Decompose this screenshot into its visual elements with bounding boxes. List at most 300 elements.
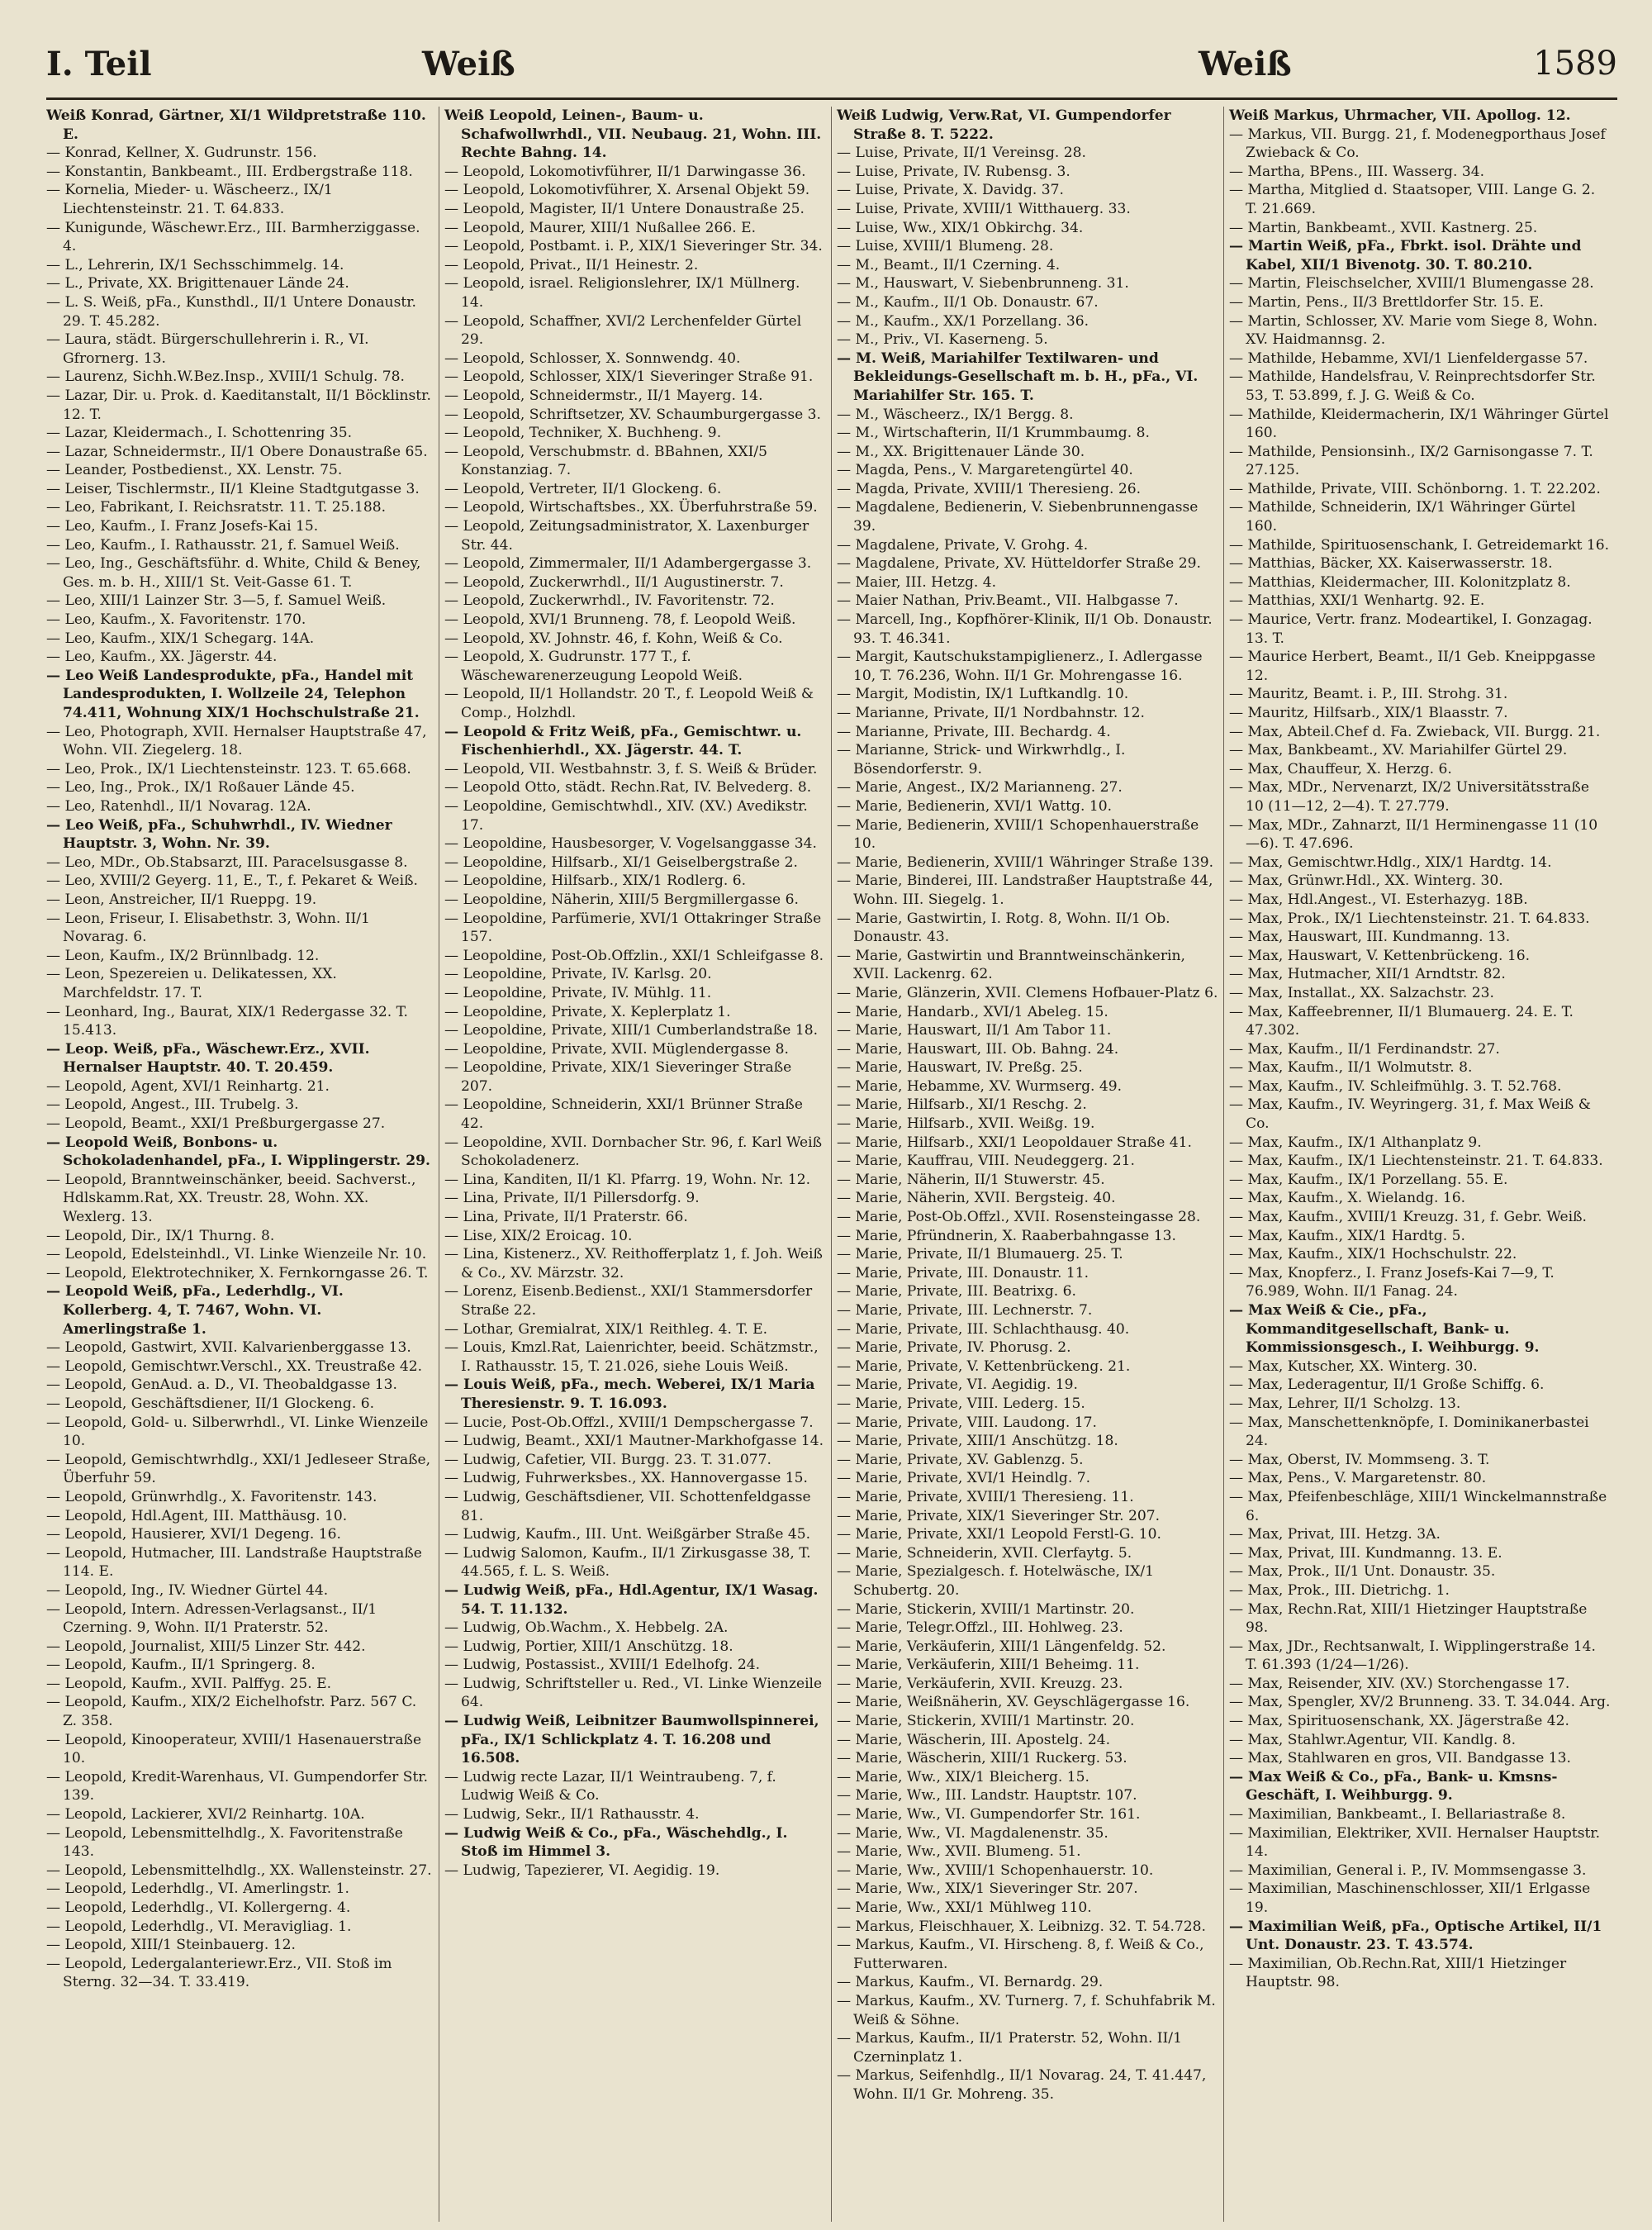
directory-entry: — Maximilian, Ob.Rechn.Rat, XIII/1 Hietzinger Hauptstr. 98. [1229,1955,1567,1991]
directory-entry: — Martha, Mitglied d. Staatsoper, VIII. Lange G. 2. T. 21.669. [1229,182,1596,217]
directory-entry: — Leopoldine, Private, X. Keplerplatz 1. [444,1003,731,1020]
directory-entry: — Marie, Ww., VI. Gumpendorfer Str. 161. [837,1806,1141,1823]
directory-entry: — Max, Prok., II/1 Unt. Donaustr. 35. [1229,1563,1496,1581]
directory-entry: — M., Priv., VI. Kaserneng. 5. [837,331,1048,349]
directory-entry: — Martin, Pens., II/3 Brettldorfer Str. 15. E. [1229,293,1544,311]
directory-entry: — Leopold, X. Gudrunstr. 177 T., f. Wäschewarenerzeugung Leopold Weiß. [444,649,743,684]
directory-entry: — Leopold, Kaufm., XIX/2 Eichelhofstr. Parz. 567 C. Z. 358. [46,1694,417,1730]
directory-entry: — Louis, Kmzl.Rat, Laienrichter, beeid. Schätzmstr., I. Rathausstr. 15, T. 21.026, siehe Louis Weiß. [444,1339,819,1375]
directory-entry: — Ludwig, Fuhrwerksbes., XX. Hannovergasse 15. [444,1470,808,1487]
directory-entry: — Martin, Bankbeamt., XVII. Kastnerg. 25. [1229,219,1538,236]
directory-entry: — Mathilde, Hebamme, XVI/1 Lienfeldergasse 57. [1229,349,1588,367]
directory-entry: — Magdalene, Bedienerin, V. Siebenbrunnengasse 39. [837,499,1199,535]
directory-entry: — Leopold, Grünwrhdlg., X. Favoritenstr. 143. [46,1488,377,1505]
directory-entry: — Marie, Weißnäherin, XV. Geyschlägergasse 16. [837,1694,1190,1711]
directory-entry: — Lina, Kanditen, II/1 Kl. Pfarrg. 19, Wohn. Nr. 12. [444,1171,811,1188]
directory-entry: — Leopold, Lederhdlg., VI. Meravigliag. 1. [46,1918,352,1935]
directory-entry: — Max, Spengler, XV/2 Brunneng. 33. T. 34.044. Arg. [1229,1694,1611,1711]
directory-entry: — Max, Hauswart, III. Kundmanng. 13. [1229,929,1511,946]
running-name-left: Weiß [422,45,515,83]
directory-entry: — Max, MDr., Zahnarzt, II/1 Herminengasse 11 (10—6). T. 47.696. [1229,816,1598,853]
directory-entry: — Leopoldine, Private, IV. Karlsg. 20. [444,966,712,983]
directory-entry: — Marie, Telegr.Offzl., III. Hohlweg. 23. [837,1619,1123,1637]
column-2 [439,107,831,2222]
directory-entry: — Mathilde, Pensionsinh., IX/2 Garnisongasse 7. T. 27.125. [1229,443,1593,479]
directory-entry: — Maximilian, Maschinenschlosser, XII/1 Erlgasse 19. [1229,1881,1591,1916]
directory-entry: — Leopold, Lokomotivführer, X. Arsenal Objekt 59. [444,182,810,199]
directory-entry: — Leopold, Hausierer, XVI/1 Degeng. 16. [46,1526,341,1543]
directory-entry: — Leopoldine, Post-Ob.Offzlin., XXI/1 Schleifgasse 8. [444,947,824,964]
directory-entry: — Leo, XIII/1 Lainzer Str. 3—5, f. Samuel Weiß. [46,592,387,610]
directory-entry: — Leo, MDr., Ob.Stabsarzt, III. Paracelsusgasse 8. [46,853,408,871]
directory-entry: — Leopold, Verschubmstr. d. BBahnen, XXI/5 Konstanziag. 7. [444,443,768,479]
directory-entry: Weiß Konrad, Gärtner, XI/1 Wildpretstraße 110. E. [46,107,426,143]
directory-entry: — Maurice Herbert, Beamt., II/1 Geb. Kneippgasse 12. [1229,649,1596,684]
directory-entry: — Leo, Kaufm., I. Franz Josefs-Kai 15. [46,518,319,535]
directory-entry: — Leopoldine, XVII. Dornbacher Str. 96, f. Karl Weiß Schokoladenerz. [444,1134,823,1170]
directory-entry: — Marie, Angest., IX/2 Marianneng. 27. [837,779,1123,796]
directory-entry: — Leopold, II/1 Hollandstr. 20 T., f. Leopold Weiß & Comp., Holzhdl. [444,686,814,721]
directory-entry: — Maurice, Vertr. franz. Modeartikel, I. Gonzagag. 13. T. [1229,611,1593,647]
directory-entry: — Leopoldine, Gemischtwhdl., XIV. (XV.) Avedikstr. 17. [444,797,808,834]
directory-entry: — Leopold, Dir., IX/1 Thurng. 8. [46,1227,275,1244]
directory-entry: — Marie, Hilfsarb., XVII. Weißg. 19. [837,1115,1095,1133]
directory-entry: — Magda, Private, XVIII/1 Theresieng. 26. [837,480,1142,497]
directory-entry: — Marie, Private, XIII/1 Anschützg. 18. [837,1433,1118,1450]
directory-entry: — Max, Kaufm., X. Wielandg. 16. [1229,1190,1466,1207]
directory-entry: — Marie, Hauswart, III. Ob. Bahng. 24. [837,1040,1119,1058]
column-1 [46,107,439,2222]
directory-entry: — Leopoldine, Hilfsarb., XIX/1 Rodlerg. 6. [444,873,747,890]
directory-entry: — Max, Lehrer, II/1 Scholzg. 13. [1229,1395,1461,1412]
directory-entry: — Marie, Näherin, II/1 Stuwerstr. 45. [837,1171,1105,1188]
directory-entry: — Max, Pens., V. Margaretenstr. 80. [1229,1470,1487,1487]
directory-entry: — Lazar, Kleidermach., I. Schottenring 35. [46,425,353,442]
directory-entry: — Marie, Private, VI. Aegidig. 19. [837,1377,1078,1394]
directory-entry: — Magdalene, Private, V. Grohg. 4. [837,536,1089,554]
column-3 [831,107,1223,2222]
directory-entry: — Leopold, Zuckerwrhdl., IV. Favoritenstr. 72. [444,592,775,610]
directory-entry: — Marie, Private, II/1 Blumauerg. 25. T. [837,1246,1123,1263]
directory-entry: — Maximilian Weiß, pFa., Optische Artikel, II/1 Unt. Donaustr. 23. T. 43.574. [1229,1918,1602,1954]
directory-entry: — Marie, Wäscherin, III. Apostelg. 24. [837,1731,1111,1748]
directory-entry: — Mathilde, Spirituosenschank, I. Getreidemarkt 16. [1229,536,1610,554]
directory-entry: — Markus, Kaufm., VI. Hirscheng. 8, f. Weiß & Co., Futterwaren. [837,1937,1204,1972]
directory-entry: — Max, Knopferz., I. Franz Josefs-Kai 7—9, T. 76.989, Wohn. II/1 Fanag. 24. [1229,1264,1555,1300]
directory-entry: — Ludwig, Sekr., II/1 Rathausstr. 4. [444,1806,700,1823]
directory-entry: — Luise, Private, XVIII/1 Witthauerg. 33. [837,200,1131,217]
directory-entry: — Max, Kaufm., IV. Weyringerg. 31, f. Max Weiß & Co. [1229,1096,1591,1133]
directory-entry: — Leopold, Gemischtwr.Verschl., XX. Treustraße 42. [46,1357,423,1375]
directory-entry: — Leopold, Beamt., XXI/1 Preßburgergasse 27. [46,1115,386,1133]
directory-entry: — Leopold, XIII/1 Steinbauerg. 12. [46,1937,296,1954]
directory-entry: — Martha, BPens., III. Wasserg. 34. [1229,163,1485,180]
directory-entry: — Leopold, israel. Religionslehrer, IX/1 Müllnerg. 14. [444,275,800,311]
directory-entry: — Marie, Ww., XIX/1 Bleicherg. 15. [837,1768,1089,1785]
directory-entry: — Marie, Ww., XXI/1 Mühlweg 110. [837,1900,1092,1916]
directory-entry: — Marie, Binderei, III. Landstraßer Hauptstraße 44, Wohn. III. Siegelg. 1. [837,873,1213,908]
directory-entry: — Lina, Private, II/1 Pillersdorfg. 9. [444,1190,700,1207]
directory-entry: — Leopold, Intern. Adressen-Verlagsanst., II/1 Czerning. 9, Wohn. II/1 Praterstr. 52. [46,1600,377,1637]
directory-entry: — Leopold, Magister, II/1 Untere Donaustraße 25. [444,200,805,217]
directory-entry: — Ludwig Salomon, Kaufm., II/1 Zirkusgasse 38, T. 44.565, f. L. S. Weiß. [444,1544,811,1581]
entry-columns [46,107,1617,2222]
directory-entry: — Ludwig Weiß & Co., pFa., Wäschehdlg., I. Stoß im Himmel 3. [444,1824,788,1861]
directory-entry: — Kornelia, Mieder- u. Wäscheerz., IX/1 Liechtensteinstr. 21. T. 64.833. [46,182,333,217]
directory-entry: — Martin, Schlosser, XV. Marie vom Siege 8, Wohn. XV. Haidmannsg. 2. [1229,312,1598,349]
directory-entry: — Max, Reisender, XIV. (XV.) Storchengasse 17. [1229,1675,1570,1692]
directory-entry: — Leopold, Gemischtwrhdlg., XXI/1 Jedleseer Straße, Überfuhr 59. [46,1451,431,1487]
directory-entry: — Leopold, Angest., III. Trubelg. 3. [46,1096,299,1114]
directory-entry: — Max Weiß & Co., pFa., Bank- u. Kmsns-Geschäft, I. Weihburgg. 9. [1229,1768,1558,1804]
directory-entry: — Leon, Anstreicher, II/1 Rueppg. 19. [46,891,317,908]
directory-entry: — Leopold, XV. Johnstr. 46, f. Kohn, Weiß & Co. [444,630,783,647]
directory-entry: — Luise, Private, II/1 Vereinsg. 28. [837,145,1086,162]
directory-entry: — Marie, Private, IV. Phorusg. 2. [837,1339,1071,1357]
directory-entry: — Max, Kaufm., II/1 Wolmutstr. 8. [1229,1059,1473,1077]
directory-entry: — Leopold, Hdl.Agent, III. Matthäusg. 10. [46,1507,348,1524]
directory-entry: — Max, Abteil.Chef d. Fa. Zwieback, VII. Burgg. 21. [1229,723,1601,740]
directory-entry: — Max, Installat., XX. Salzachstr. 23. [1229,984,1494,1001]
directory-entry: — Max, Kaufm., XIX/1 Hochschulstr. 22. [1229,1246,1517,1263]
directory-entry: — Leopold Otto, städt. Rechn.Rat, IV. Belvederg. 8. [444,779,812,796]
directory-entry: — Leopold, Maurer, XIII/1 Nußallee 266. E. [444,219,757,236]
directory-entry: — Luise, Ww., XIX/1 Obkirchg. 34. [837,219,1084,236]
directory-entry: — Markus, VII. Burgg. 21, f. Modenegporthaus Josef Zwieback & Co. [1229,126,1606,162]
directory-entry: — Max, Kaufm., IX/1 Porzellang. 55. E. [1229,1171,1508,1188]
directory-entry: — Marie, Wäscherin, XIII/1 Ruckerg. 53. [837,1750,1127,1767]
directory-entry: — Leo, Ing., Prok., IX/1 Roßauer Lände 45. [46,779,355,796]
directory-entry: — Marie, Verkäuferin, XIII/1 Längenfeldg. 52. [837,1638,1166,1655]
directory-entry: — Maier Nathan, Priv.Beamt., VII. Halbgasse 7. [837,592,1179,610]
directory-entry: — Leopold, Elektrotechniker, X. Fernkorngasse 26. T. [46,1264,429,1281]
directory-entry: — Leo, Kaufm., XX. Jägerstr. 44. [46,649,278,666]
directory-entry: — Mauritz, Beamt. i. P., III. Strohg. 31. [1229,686,1508,703]
directory-entry: — Max, Kaffeebrenner, II/1 Blumauerg. 24. E. T. 47.302. [1229,1003,1574,1039]
directory-entry: — M., Kaufm., II/1 Ob. Donaustr. 67. [837,293,1099,311]
directory-entry: — Max, Oberst, IV. Mommseng. 3. T. [1229,1451,1490,1468]
directory-entry: Weiß Markus, Uhrmacher, VII. Apollog. 12. [1229,107,1571,124]
directory-entry: — Leopold, Geschäftsdiener, II/1 Glockeng. 6. [46,1395,375,1412]
directory-entry: — Leopoldine, Schneiderin, XXI/1 Brünner Straße 42. [444,1096,803,1133]
directory-entry: — Leopold, Ledergalanteriewr.Erz., VII. Stoß im Sterng. 32—34. T. 33.419. [46,1955,392,1991]
directory-entry: — Marie, Handarb., XVI/1 Abeleg. 15. [837,1003,1108,1020]
directory-entry: — Mauritz, Hilfsarb., XIX/1 Blaasstr. 7. [1229,705,1508,721]
directory-entry: — Laura, städt. Bürgerschullehrerin i. R., VI. Gfrornerg. 13. [46,331,369,367]
directory-entry: — Max, Kaufm., IX/1 Althanplatz 9. [1229,1134,1482,1151]
directory-entry: — Marie, Pfründnerin, X. Raaberbahngasse 13. [837,1227,1176,1244]
directory-entry: — Markus, Kaufm., II/1 Praterstr. 52, Wohn. II/1 Czerninplatz 1. [837,2030,1182,2066]
directory-entry: — Leopold, Lackierer, XVI/2 Reinhartg. 10A. [46,1806,365,1823]
directory-entry: Weiß Leopold, Leinen-, Baum- u. Schafwollwrhdl., VII. Neubaug. 21, Wohn. III. Rechte Bahng. 14. [444,107,822,162]
directory-entry: — Leopold, Wirtschaftsbes., XX. Überfuhrstraße 59. [444,499,818,516]
directory-entry: — Max, Lederagentur, II/1 Große Schiffg. 6. [1229,1377,1545,1394]
directory-entry: — Leopold, Kaufm., II/1 Springerg. 8. [46,1657,316,1674]
directory-entry: — Marie, Hilfsarb., XI/1 Reschg. 2. [837,1096,1087,1114]
directory-entry: — Marie, Spezialgesch. f. Hotelwäsche, IX/1 Schubertg. 20. [837,1563,1154,1599]
directory-entry: — Leopold, Lokomotivführer, II/1 Darwingasse 36. [444,163,806,180]
directory-entry: — Marianne, Strick- und Wirkwrhdlg., I. Bösendorferstr. 9. [837,742,1126,777]
directory-entry: — Max, Stahlwaren en gros, VII. Bandgasse 13. [1229,1750,1571,1767]
directory-entry: — L., Private, XX. Brigittenauer Lände 24. [46,275,349,292]
directory-entry: — Leopold, GenAud. a. D., VI. Theobaldgasse 13. [46,1377,397,1394]
directory-entry: — Marie, Ww., XIX/1 Sieveringer Str. 207. [837,1881,1138,1898]
directory-entry: — Marie, Private, XVIII/1 Theresieng. 11. [837,1488,1134,1505]
directory-entry: — Lise, XIX/2 Eroicag. 10. [444,1227,633,1244]
directory-entry: — Leopold, Schlosser, X. Sonnwendg. 40. [444,349,741,367]
directory-entry: — Maier, III. Hetzg. 4. [837,573,997,591]
directory-entry: — Magda, Pens., V. Margaretengürtel 40. [837,462,1133,479]
directory-entry: — Leopoldine, Parfümerie, XVI/1 Ottakringer Straße 157. [444,910,822,946]
directory-entry: — Leopold, XVI/1 Brunneng. 78, f. Leopold Weiß. [444,611,796,629]
directory-entry: — Margit, Modistin, IX/1 Luftkandlg. 10. [837,686,1129,703]
directory-entry: — Martin, Fleischselcher, XVIII/1 Blumengasse 28. [1229,275,1594,292]
directory-entry: — Marie, Ww., XVII. Blumeng. 51. [837,1843,1081,1861]
directory-entry: — M., Beamt., II/1 Czerning. 4. [837,256,1061,273]
directory-entry: — Marianne, Private, III. Bechardg. 4. [837,723,1111,740]
directory-entry: — Leopoldine, Hausbesorger, V. Vogelsanggasse 34. [444,835,817,853]
directory-entry: — Marie, Private, XV. Gablenzg. 5. [837,1451,1084,1468]
directory-entry: — Leopold, Hutmacher, III. Landstraße Hauptstraße 114. E. [46,1544,422,1581]
directory-entry: — Leop. Weiß, pFa., Wäschewr.Erz., XVII. Hernalser Hauptstr. 40. T. 20.459. [46,1040,370,1077]
directory-entry: — Max, JDr., Rechtsanwalt, I. Wipplingerstraße 14. T. 61.393 (1/24—1/26). [1229,1638,1596,1674]
directory-entry: — Marie, Private, XIX/1 Sieveringer Str. 207. [837,1507,1161,1524]
directory-entry: — Leopold, Techniker, X. Buchheng. 9. [444,425,722,442]
directory-entry: — Marie, Gastwirtin, I. Rotg. 8, Wohn. II/1 Ob. Donaustr. 43. [837,910,1170,946]
directory-entry: — Martin Weiß, pFa., Fbrkt. isol. Drähte und Kabel, XII/1 Bivenotg. 30. T. 80.210. [1229,238,1582,273]
directory-entry: — Max, Kaufm., XVIII/1 Kreuzg. 31, f. Gebr. Weiß. [1229,1209,1587,1226]
directory-entry: — Markus, Kaufm., XV. Turnerg. 7, f. Schuhfabrik M. Weiß & Söhne. [837,1992,1216,2028]
directory-entry: — Max, Hutmacher, XII/1 Arndtstr. 82. [1229,966,1506,983]
directory-entry: — Marcell, Ing., Kopfhörer-Klinik, II/1 Ob. Donaustr. 93. T. 46.341. [837,611,1213,647]
directory-entry: — Leopold, Schriftsetzer, XV. Schaumburgergasse 3. [444,406,821,423]
page-header [46,40,1617,100]
directory-entry: — Max, Kaufm., XIX/1 Hardtg. 5. [1229,1227,1465,1244]
directory-entry: — Markus, Fleischhauer, X. Leibnizg. 32. T. 54.728. [837,1918,1206,1935]
directory-entry: — Lazar, Schneidermstr., II/1 Obere Donaustraße 65. [46,443,428,460]
directory-entry: — Leopold, Journalist, XIII/5 Linzer Str. 442. [46,1638,366,1655]
directory-entry: — Ludwig, Schriftsteller u. Red., VI. Linke Wienzeile 64. [444,1675,823,1711]
directory-entry: — Marie, Private, III. Beatrixg. 6. [837,1283,1076,1300]
directory-entry: — Maximilian, Bankbeamt., I. Bellariastraße 8. [1229,1806,1566,1823]
directory-entry: — Luise, Private, IV. Rubensg. 3. [837,163,1070,180]
page-number: 1589 [1533,45,1617,83]
directory-entry: — Max, Prok., III. Dietrichg. 1. [1229,1581,1450,1599]
directory-entry: — Leopoldine, Private, IV. Mühlg. 11. [444,984,712,1001]
directory-entry: — Lucie, Post-Ob.Offzl., XVIII/1 Dempschergasse 7. [444,1414,814,1431]
directory-entry: — Marie, Post-Ob.Offzl., XVII. Rosensteingasse 28. [837,1209,1201,1226]
directory-entry: — Marie, Hebamme, XV. Wurmserg. 49. [837,1077,1123,1095]
directory-entry: — Margit, Kautschukstampiglienerz., I. Adlergasse 10, T. 76.236, Wohn. II/1 Gr. Mohrengasse 16. [837,649,1203,684]
directory-entry: — Max, Hauswart, V. Kettenbrückeng. 16. [1229,947,1531,964]
directory-entry: — Leopold, Schlosser, XIX/1 Sieveringer Straße 91. [444,368,814,386]
directory-entry: — Konrad, Kellner, X. Gudrunstr. 156. [46,145,317,162]
directory-entry: — M., Wirtschafterin, II/1 Krummbaumg. 8. [837,425,1150,442]
directory-entry: — Lazar, Dir. u. Prok. d. Kaeditanstalt, II/1 Böcklinstr. 12. T. [46,387,431,423]
directory-entry: — Ludwig, Beamt., XXI/1 Mautner-Markhofgasse 14. [444,1433,824,1450]
directory-entry: — Leopoldine, Private, XIII/1 Cumberlandstraße 18. [444,1022,819,1039]
directory-entry: — Leopold, Gastwirt, XVII. Kalvarienberggasse 13. [46,1339,411,1357]
directory-entry: — Konstantin, Bankbeamt., III. Erdbergstraße 118. [46,163,413,180]
directory-entry: — Max Weiß & Cie., pFa., Kommanditgesellschaft, Bank- u. Kommissionsgesch., I. Weihburgg. 9. [1229,1302,1540,1357]
directory-entry: — Leo, Ing., Geschäftsführ. d. White, Child & Beney, Ges. m. b. H., XIII/1 St. Veit-Gasse 61. T. [46,555,421,591]
directory-entry: — Ludwig, Portier, XIII/1 Anschützg. 18. [444,1638,733,1655]
directory-entry: — Ludwig, Cafetier, VII. Burgg. 23. T. 31.077. [444,1451,771,1468]
directory-entry: — Marie, Verkäuferin, XIII/1 Beheimg. 11. [837,1657,1140,1674]
directory-entry: — Marie, Gastwirtin und Branntweinschänkerin, XVII. Lackenrg. 62. [837,947,1185,983]
directory-entry: — Marie, Ww., III. Landstr. Hauptstr. 107. [837,1787,1137,1804]
directory-entry: — Leo, Kaufm., I. Rathausstr. 21, f. Samuel Weiß. [46,536,400,554]
directory-entry: — Markus, Kaufm., VI. Bernardg. 29. [837,1974,1104,1991]
directory-entry: — Leopold, VII. Westbahnstr. 3, f. S. Weiß & Brüder. [444,760,818,777]
directory-entry: — Leo Weiß, pFa., Schuhwrhdl., IV. Wiedner Hauptstr. 3, Wohn. Nr. 39. [46,816,392,853]
directory-entry: — Leopold, Ing., IV. Wiedner Gürtel 44. [46,1581,329,1599]
directory-entry: — Leon, Friseur, I. Elisabethstr. 3, Wohn. II/1 Novarag. 6. [46,910,370,946]
directory-entry: — Ludwig, Ob.Wachm., X. Hebbelg. 2A. [444,1619,729,1637]
directory-entry: — M., Kaufm., XX/1 Porzellang. 36. [837,312,1089,330]
directory-entry: — Lorenz, Eisenb.Bedienst., XXI/1 Stammersdorfer Straße 22. [444,1283,813,1319]
directory-entry: — Leopold, Edelsteinhdl., VI. Linke Wienzeile Nr. 10. [46,1246,427,1263]
directory-entry: — Marie, Stickerin, XVIII/1 Martinstr. 20. [837,1713,1135,1730]
directory-entry: — Leopold, Kinooperateur, XVIII/1 Hasenauerstraße 10. [46,1731,422,1767]
directory-entry: — Max, Chauffeur, X. Herzg. 6. [1229,760,1452,777]
directory-entry: — Marie, Hauswart, IV. Preßg. 25. [837,1059,1083,1077]
directory-entry: — Max, Stahlwr.Agentur, VII. Kandlg. 8. [1229,1731,1516,1748]
directory-entry: — Lina, Private, II/1 Praterstr. 66. [444,1209,688,1226]
directory-entry: — L., Lehrerin, IX/1 Sechsschimmelg. 14. [46,256,344,273]
directory-entry: — Maximilian, General i. P., IV. Mommsengasse 3. [1229,1862,1587,1879]
directory-entry: — Leo, Fabrikant, I. Reichsratstr. 11. T. 25.188. [46,499,386,516]
directory-entry: — Leopold Weiß, Bonbons- u. Schokoladenhandel, pFa., I. Wipplingerstr. 29. [46,1134,430,1170]
directory-entry: — Max, Kaufm., II/1 Ferdinandstr. 27. [1229,1040,1500,1058]
directory-entry: — Leo Weiß Landesprodukte, pFa., Handel mit Landesprodukten, I. Wollzeile 24, Telephon 74.411, Wohnung XIX/1 Hochschulstraße 21. [46,667,420,721]
directory-entry: — Leopold, Zimmermaler, II/1 Adambergergasse 3. [444,555,812,573]
directory-entry: — Leopold, Zeitungsadministrator, X. Laxenburger Str. 44. [444,518,809,554]
directory-entry: — Max, Privat, III. Kundmanng. 13. E. [1229,1544,1502,1562]
directory-entry: — Markus, Seifenhdlg., II/1 Novarag. 24, T. 41.447, Wohn. II/1 Gr. Mohreng. 35. [837,2067,1207,2103]
directory-entry: — Leo, Prok., IX/1 Liechtensteinstr. 123. T. 65.668. [46,760,411,777]
directory-entry: — Leopoldine, Private, XVII. Müglendergasse 8. [444,1040,789,1058]
directory-entry: — Leon, Spezereien u. Delikatessen, XX. Marchfeldstr. 17. T. [46,966,337,1001]
directory-entry: — Marie, Verkäuferin, XVII. Kreuzg. 23. [837,1675,1123,1692]
directory-entry: — Matthias, Kleidermacher, III. Kolonitzplatz 8. [1229,573,1571,591]
directory-entry: — Leopoldine, Hilfsarb., XI/1 Geiselbergstraße 2. [444,853,798,871]
directory-entry: — Mathilde, Kleidermacherin, IX/1 Währinger Gürtel 160. [1229,406,1609,442]
directory-entry: — Leopold, Zuckerwrhdl., II/1 Augustinerstr. 7. [444,573,784,591]
directory-entry: — M., Hauswart, V. Siebenbrunneng. 31. [837,275,1129,292]
directory-entry: — Matthias, Bäcker, XX. Kaiserwasserstr. 18. [1229,555,1553,573]
directory-entry: — Ludwig, Kaufm., III. Unt. Weißgärber Straße 45. [444,1526,811,1543]
directory-entry: — Marie, Private, VIII. Laudong. 17. [837,1414,1097,1431]
directory-entry: — Louis Weiß, pFa., mech. Weberei, IX/1 Maria Theresienstr. 9. T. 16.093. [444,1377,815,1412]
column-4 [1223,107,1616,2222]
directory-entry: — Lothar, Gremialrat, XIX/1 Reithleg. 4. T. E. [444,1320,768,1338]
directory-entry: — M., XX. Brigittenauer Lände 30. [837,443,1085,460]
directory-entry: — Max, Privat, III. Hetzg. 3A. [1229,1526,1441,1543]
directory-entry: — Marianne, Private, II/1 Nordbahnstr. 12. [837,705,1145,721]
directory-entry: — Mathilde, Schneiderin, IX/1 Währinger Gürtel 160. [1229,499,1576,535]
directory-entry: — Leopold, Lederhdlg., VI. Kollergerng. 4. [46,1900,351,1916]
directory-entry: — Mathilde, Private, VIII. Schönborng. 1. T. 22.202. [1229,480,1601,497]
directory-entry: — Max, Kaufm., IV. Schleifmühlg. 3. T. 52.768. [1229,1077,1562,1095]
directory-entry: — Ludwig, Geschäftsdiener, VII. Schottenfeldgasse 81. [444,1488,811,1524]
directory-entry: — Leopold, Kaufm., XVII. Palffyg. 25. E. [46,1675,332,1692]
directory-entry: — Leopold, Schneidermstr., II/1 Mayerg. 14. [444,387,763,404]
directory-entry: — Marie, Kauffrau, VIII. Neudeggerg. 21. [837,1153,1135,1170]
directory-entry: — Leopold, Postbamt. i. P., XIX/1 Sieveringer Str. 34. [444,238,823,255]
directory-entry: — Ludwig Weiß, pFa., Hdl.Agentur, IX/1 Wasag. 54. T. 11.132. [444,1581,819,1618]
running-name-right: Weiß [1199,45,1292,83]
directory-entry: — Marie, Private, XXI/1 Leopold Ferstl-G. 10. [837,1526,1161,1543]
directory-entry: — Max, Hdl.Angest., VI. Esterhazyg. 18B. [1229,891,1528,908]
directory-entry: — Marie, Näherin, XVII. Bergsteig. 40. [837,1190,1116,1207]
directory-entry: — Max, Rechn.Rat, XIII/1 Hietzinger Hauptstraße 98. [1229,1600,1588,1637]
directory-entry: — Leopold, Privat., II/1 Heinestr. 2. [444,256,699,273]
directory-entry: — Leonhard, Ing., Baurat, XIX/1 Redergasse 32. T. 15.413. [46,1003,408,1039]
directory-entry: — Leopold, Vertreter, II/1 Glockeng. 6. [444,480,722,497]
directory-entry: — Lina, Kistenerz., XV. Reithofferplatz 1, f. Joh. Weiß & Co., XV. Märzstr. 32. [444,1246,823,1281]
directory-entry: — Leopold, Agent, XVI/1 Reinhartg. 21. [46,1077,330,1095]
directory-entry: — Leopold, Lederhdlg., VI. Amerlingstr. 1. [46,1881,349,1898]
directory-entry: — Ludwig Weiß, Leibnitzer Baumwollspinnerei, pFa., IX/1 Schlickplatz 4. T. 16.208 und 16.508. [444,1713,819,1767]
directory-entry: — Marie, Ww., VI. Magdalenenstr. 35. [837,1824,1108,1842]
directory-entry: — Leopold, Lebensmittelhdlg., XX. Wallensteinstr. 27. [46,1862,432,1879]
directory-entry: — Kunigunde, Wäschewr.Erz., III. Barmherziggasse. 4. [46,219,420,255]
directory-entry: — Max, MDr., Nervenarzt, IX/2 Universitätsstraße 10 (11—12, 2—4). T. 27.779. [1229,779,1589,815]
directory-entry: — Leo, Ratenhdl., II/1 Novarag. 12A. [46,797,311,815]
directory-entry: — Marie, Private, VIII. Lederg. 15. [837,1395,1085,1412]
directory-entry: — Marie, Private, XVI/1 Heindlg. 7. [837,1470,1091,1487]
directory-entry: — M. Weiß, Mariahilfer Textilwaren- und Bekleidungs-Gesellschaft m. b. H., pFa., VI. Mariahilfer Str. 165. T. [837,349,1199,404]
directory-entry: — Ludwig, Tapezierer, VI. Aegidig. 19. [444,1862,720,1879]
directory-entry: — Leopold, Schaffner, XVI/2 Lerchenfelder Gürtel 29. [444,312,802,349]
directory-entry: — Luise, XVIII/1 Blumeng. 28. [837,238,1054,255]
directory-entry: — Marie, Glänzerin, XVII. Clemens Hofbauer-Platz 6. [837,984,1218,1001]
directory-entry: — Mathilde, Handelsfrau, V. Reinprechtsdorfer Str. 53, T. 53.899, f. J. G. Weiß & Co. [1229,368,1596,404]
directory-entry: — L. S. Weiß, pFa., Kunsthdl., II/1 Untere Donaustr. 29. T. 45.282. [46,293,416,330]
directory-entry: — Marie, Schneiderin, XVII. Clerfaytg. 5. [837,1544,1132,1562]
directory-entry: — Max, Kaufm., IX/1 Liechtensteinstr. 21. T. 64.833. [1229,1153,1603,1170]
directory-entry: — Max, Prok., IX/1 Liechtensteinstr. 21. T. 64.833. [1229,910,1590,927]
directory-entry: — Marie, Private, III. Lechnerstr. 7. [837,1302,1093,1319]
directory-entry: — Max, Kutscher, XX. Winterg. 30. [1229,1357,1478,1375]
directory-entry: — Ludwig recte Lazar, II/1 Weintraubeng. 7, f. Ludwig Weiß & Co. [444,1768,776,1804]
directory-entry: — Marie, Ww., XVIII/1 Schopenhauerstr. 10. [837,1862,1154,1879]
directory-entry: — Leo, Kaufm., XIX/1 Schegarg. 14A. [46,630,315,647]
directory-entry: — Leopold Weiß, pFa., Lederhdlg., VI. Kollerberg. 4, T. 7467, Wohn. VI. Amerlingstraße 1. [46,1283,344,1338]
directory-entry: — Max, Grünwr.Hdl., XX. Winterg. 30. [1229,873,1503,890]
directory-entry: — Magdalene, Private, XV. Hütteldorfer Straße 29. [837,555,1201,573]
directory-entry: — Leopoldine, Näherin, XIII/5 Bergmillergasse 6. [444,891,799,908]
directory-entry: — Marie, Hauswart, II/1 Am Tabor 11. [837,1022,1112,1039]
directory-entry: — Leopold, Branntweinschänker, beeid. Sachverst., Hdlskamm.Rat, XX. Treustr. 28, Wohn. XX. Wexlerg. 13. [46,1171,416,1226]
directory-entry: — Leander, Postbedienst., XX. Lenstr. 75. [46,462,343,479]
directory-entry: — Leopold, Kredit-Warenhaus, VI. Gumpendorfer Str. 139. [46,1768,429,1804]
directory-entry: — Max, Gemischtwr.Hdlg., XIX/1 Hardtg. 14. [1229,853,1552,871]
directory-entry: — Marie, Stickerin, XVIII/1 Martinstr. 20. [837,1600,1135,1618]
directory-entry: — Marie, Private, III. Donaustr. 11. [837,1264,1089,1281]
directory-entry: — Leo, XVIII/2 Geyerg. 11, E., T., f. Pekaret & Weiß. [46,873,418,890]
directory-entry: — Leo, Kaufm., X. Favoritenstr. 170. [46,611,306,629]
directory-entry: — Leiser, Tischlermstr., II/1 Kleine Stadtgutgasse 3. [46,480,420,497]
directory-entry: — Marie, Bedienerin, XVIII/1 Währinger Straße 139. [837,853,1214,871]
directory-entry: — Leopold & Fritz Weiß, pFa., Gemischtwr. u. Fischenhierhdl., XX. Jägerstr. 44. T. [444,723,802,759]
directory-entry: — Leon, Kaufm., IX/2 Brünnlbadg. 12. [46,947,320,964]
directory-entry: — Leopold, Lebensmittelhdlg., X. Favoritenstraße 143. [46,1824,403,1861]
directory-entry: — Laurenz, Sichh.W.Bez.Insp., XVIII/1 Schulg. 78. [46,368,405,386]
directory-entry: — Luise, Private, X. Davidg. 37. [837,182,1064,199]
directory-entry: — Ludwig, Postassist., XVIII/1 Edelhofg. 24. [444,1657,761,1674]
